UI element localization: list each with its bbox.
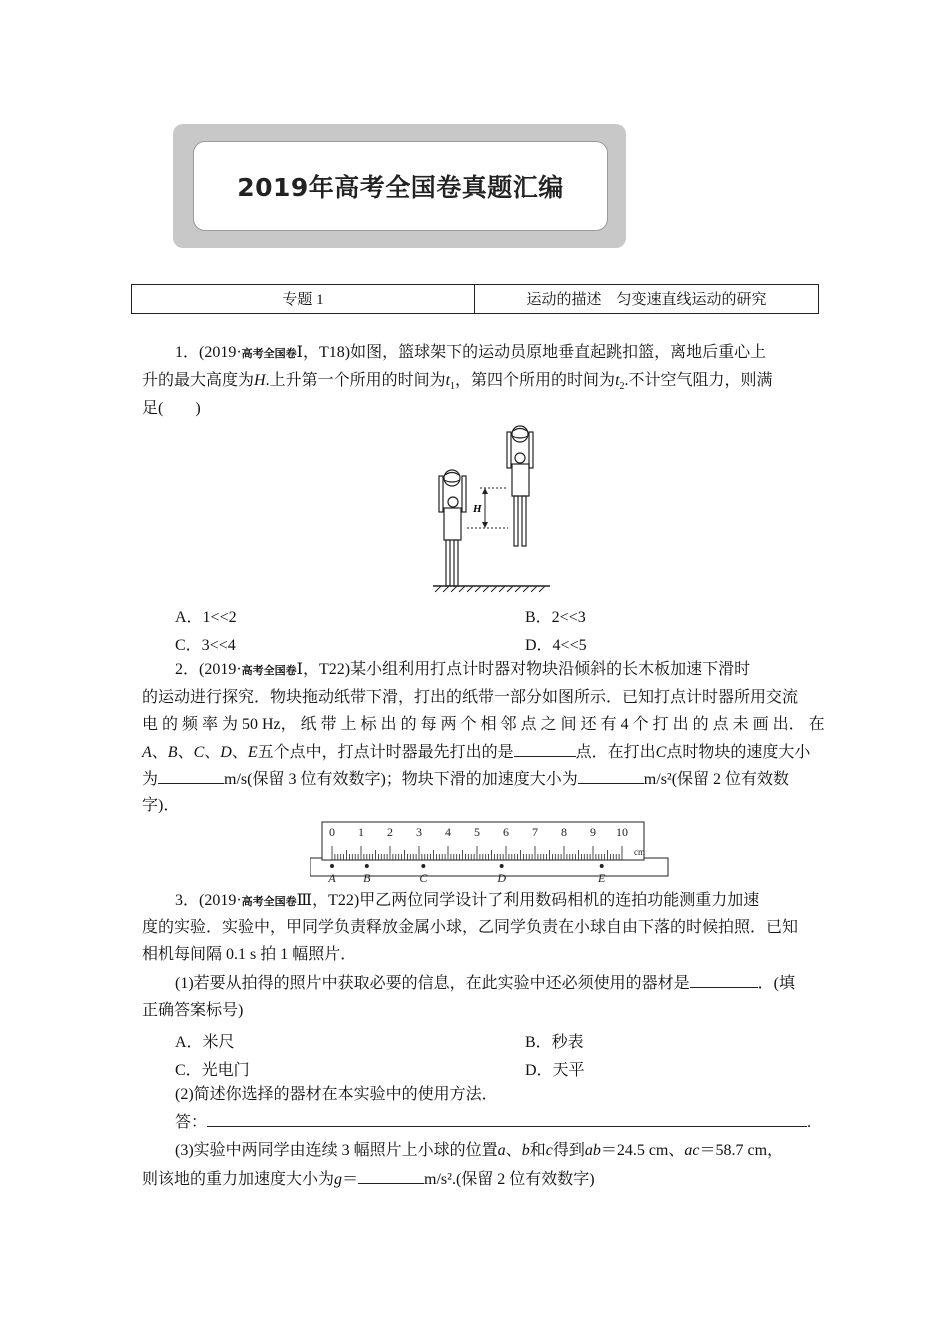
ruler-tick-label: 4 [445,825,451,839]
q2-line-3: 电 的 频 率 为 50 Hz， 纸 带 上 标 出 的 每 两 个 相 邻 点 之 间 还 有 4 个 打 出 的 点 未 画 出． 在 [142,716,825,733]
ruler-tick-label: 8 [561,825,567,839]
tape-point [330,864,334,868]
q3-part-3: (3)实验中两同学由连续 3 幅照片上小球的位置a、b和c得到ab＝24.5 cm、ac＝58.7 cm， [175,1142,784,1159]
q3-part-1-note: 正确答案标号) [142,1002,244,1019]
q3-part-2: (2)简述你选择的器材在本实验中的使用方法． [175,1086,498,1103]
q3-blank-1[interactable] [690,973,758,988]
tape-point-label: C [419,871,428,884]
tape-point [421,864,425,868]
q3-option-b: B．秒表 [525,1034,584,1051]
ruler-tick-label: 5 [474,825,480,839]
ruler-unit-label: cm [634,847,645,857]
q1-option-c: C．3<<4 [175,637,236,654]
q3-part-3-line-2: 则该地的重力加速度大小为g＝ m/s².(保留 2 位有效数字) [142,1171,595,1188]
ruler-tick-label: 10 [616,825,628,839]
q2-blank-3[interactable] [578,769,644,784]
q1-figure [425,420,555,600]
q1-option-b: B．2<<3 [525,609,586,626]
q1-line-1: 1．(2019·高考全国卷Ⅰ，T18)如图，篮球架下的运动员原地垂直起跳扣篮，离地后重心上 [175,344,767,361]
q3-answer-line: 答： . [175,1114,812,1131]
q1-line-3: 足( ) [142,400,201,417]
ruler-tick-label: 0 [329,825,335,839]
banner [193,141,608,231]
q2-line-1: 2．(2019·高考全国卷Ⅰ，T22)某小组利用打点计时器对物块沿倾斜的长木板加速下滑时 [175,661,751,678]
q3-line-2: 度的实验．实验中，甲同学负责释放金属小球，乙同学负责在小球自由下落的时候拍照．已知 [142,919,799,936]
q1-option-a: A．1<<2 [175,609,237,626]
q1-option-d: D．4<<5 [525,637,587,654]
topic-table [131,284,819,314]
ruler-tick-label: 1 [358,825,364,839]
ruler-tick-label: 3 [416,825,422,839]
ruler-tick-label: 7 [532,825,538,839]
q2-blank-2[interactable] [158,769,224,784]
q2-line-5: 为 m/s(保留 3 位有效数字)；物块下滑的加速度大小为 m/s²(保留 2 位有效数 [142,771,790,788]
q3-answer-field[interactable] [207,1112,807,1127]
q3-source: 高考全国卷 [241,895,297,908]
q1-line-2: 升的最大高度为H.上升第一个所用的时间为$t_1$，第四个所用的时间为$t_2$.不计空气阻力，则满 [142,372,773,393]
tape-point-label: B [363,871,371,884]
q1-source: 高考全国卷 [241,347,297,360]
q3-part-1: (1)若要从拍得的照片中获取必要的信息，在此实验中还必须使用的器材是 ．(填 [175,975,796,992]
tape-point-label: D [497,871,506,884]
q3-line-1: 3．(2019·高考全国卷Ⅲ，T22)甲乙两位同学设计了利用数码相机的连拍功能测重力加速 [175,892,760,909]
tape-point [600,864,604,868]
q3-option-d: D．天平 [525,1062,585,1079]
ruler-tick-label: 6 [503,825,509,839]
tape-point [365,864,369,868]
ruler-tick-label: 2 [387,825,393,839]
page-title: 2019年高考全国卷真题汇编 [237,173,564,202]
q2-source: 高考全国卷 [241,664,297,677]
tape-point [500,864,504,868]
tape-point-label: A [328,871,336,884]
tape-point-label: E [598,871,606,884]
q1-figure-label: H [473,503,482,515]
q2-blank-1[interactable] [514,742,576,757]
q2-line-2: 的运动进行探究．物块拖动纸带下滑，打出的纸带一部分如图所示．已知打点计时器所用交流 [142,689,799,706]
q2-line-4: A、B、C、D、E五个点中，打点计时器最先打出的是 点．在打出C点时物块的速度大小 [142,744,811,761]
q3-line-3: 相机每间隔 0.1 s 拍 1 幅照片． [142,946,357,963]
q3-option-c: C．光电门 [175,1062,250,1079]
topic-title: 运动的描述 匀变速直线运动的研究 [475,285,819,314]
q3-blank-2[interactable] [358,1169,424,1184]
q2-line-6: 字)． [142,797,180,814]
ruler-tick-label: 9 [590,825,596,839]
q2-ruler-figure [310,820,670,884]
topic-number: 专题 1 [132,285,475,314]
q3-option-a: A．米尺 [175,1034,235,1051]
